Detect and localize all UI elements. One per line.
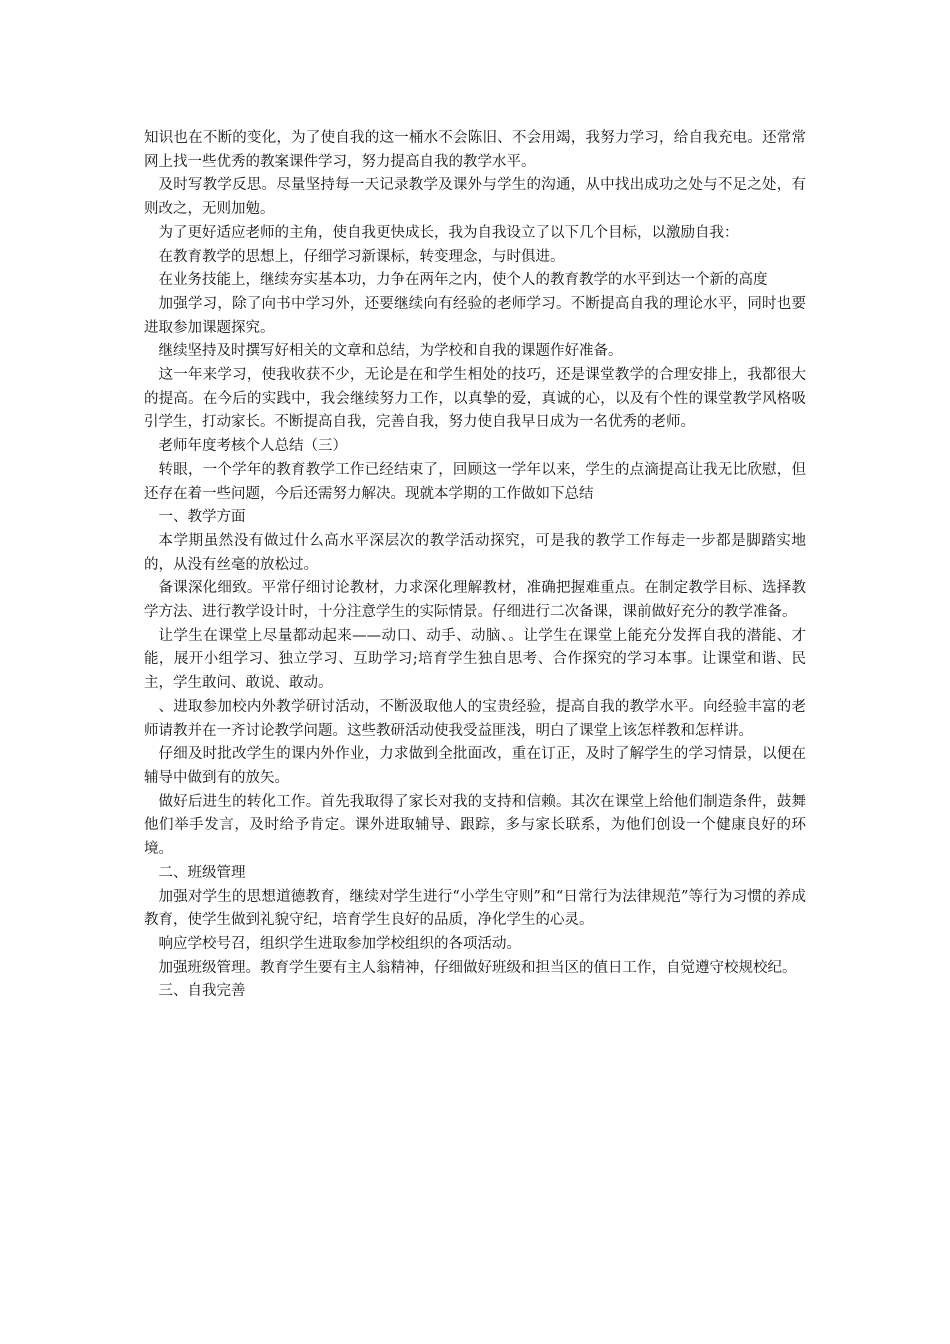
paragraph: 老师年度考核个人总结（三） xyxy=(158,438,347,455)
paragraph: 及时写教学反思。尽量坚持每一天记录教学及课外与学生的沟通，从中找出成功之处与不足之处，有则改之，无则加勉。 xyxy=(144,177,806,218)
paragraph: 加强班级管理。教育学生要有主人翁精神，仔细做好班级和担当区的值日工作，自觉遵守校规校纪。 xyxy=(158,959,797,976)
paragraph: 为了更好适应老师的主角，使自我更快成长，我为自我设立了以下几个目标，以激励自我： xyxy=(158,224,739,241)
paragraph: 在业务技能上，继续夯实基本功，力争在两年之内，使个人的教育教学的水平到达一个新的高度 xyxy=(158,272,768,289)
paragraph: 转眼，一个学年的教育教学工作已经结束了，回顾这一学年以来，学生的点滴提高让我无比欣慰，但还存在着一些问题，今后还需努力解决。现就本学期的工作做如下总结 xyxy=(144,461,806,502)
paragraph: 加强学习，除了向书中学习外，还要继续向有经验的老师学习。不断提高自我的理论水平，同时也要进取参加课题探究。 xyxy=(144,295,806,336)
paragraph: 继续坚持及时撰写好相关的文章和总结，为学校和自我的课题作好准备。 xyxy=(158,343,623,360)
document-body xyxy=(144,127,806,1004)
paragraph: 仔细及时批改学生的课内外作业，力求做到全批面改，重在订正，及时了解学生的学习情景，以便在辅导中做到有的放矢。 xyxy=(144,746,806,786)
paragraph: 在教育教学的思想上，仔细学习新课标，转变理念，与时俱进。 xyxy=(158,248,565,265)
paragraph: 三、自我完善 xyxy=(158,983,246,1000)
paragraph: 、进取参加校内外教学研讨活动，不断汲取他人的宝贵经验，提高自我的教学水平。向经验丰富的老师请教并在一齐讨论教学问题。这些教研活动使我受益匪浅，明白了课堂上该怎样教和怎样讲。 xyxy=(144,698,806,739)
paragraph: 二、班级管理 xyxy=(158,864,246,881)
paragraph: 知识也在不断的变化，为了使自我的这一桶水不会陈旧、不会用竭，我努力学习，给自我充电。还常常网上找一些优秀的教案课件学习，努力提高自我的教学水平。 xyxy=(144,130,806,170)
paragraph: 响应学校号召，组织学生进取参加学校组织的各项活动。 xyxy=(158,935,521,952)
paragraph: 备课深化细致。平常仔细讨论教材，力求深化理解教材，准确把握难重点。在制定教学目标、选择教学方法、进行教学设计时，十分注意学生的实际情景。仔细进行二次备课，课前做好充分的教学准备。 xyxy=(144,580,806,621)
paragraph: 本学期虽然没有做过什么高水平深层次的教学活动探究，可是我的教学工作每走一步都是脚踏实地的，从没有丝毫的放松过。 xyxy=(144,532,806,573)
paragraph: 一、教学方面 xyxy=(158,509,246,526)
paragraph: 加强对学生的思想道德教育，继续对学生进行“小学生守则”和“日常行为法律规范”等行为习惯的养成教育，使学生做到礼貌守纪，培育学生良好的品质，净化学生的心灵。 xyxy=(144,888,806,929)
paragraph: 这一年来学习，使我收获不少，无论是在和学生相处的技巧，还是课堂教学的合理安排上，我都很大的提高。在今后的实践中，我会继续努力工作，以真挚的爱，真诚的心，以及有个性的课堂教学风格吸引学生，打动家长。不断提高自我，完善自我，努力使自我早日成为一名优秀的老师。 xyxy=(144,367,806,431)
paragraph: 让学生在课堂上尽量都动起来——动口、动手、动脑、。让学生在课堂上能充分发挥自我的潜能、才能，展开小组学习、独立学习、互助学习;培育学生独自思考、合作探究的学习本事。让课堂和谐、民主，学生敢问、敢说、敢动。 xyxy=(144,627,806,692)
paragraph: 做好后进生的转化工作。首先我取得了家长对我的支持和信赖。其次在课堂上给他们制造条件，鼓舞他们举手发言，及时给予肯定。课外进取辅导、跟踪，多与家长联系，为他们创设一个健康良好的环境。 xyxy=(144,793,806,858)
